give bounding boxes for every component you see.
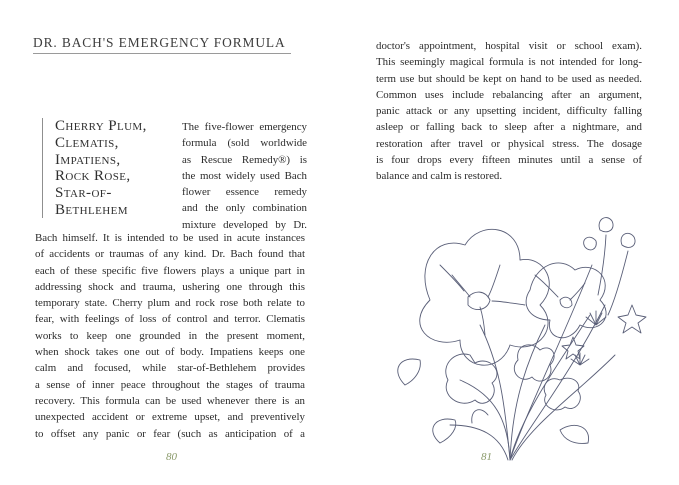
sidebar-line: Rock Rose,	[55, 168, 131, 185]
text-line: fear, with feelings of loss of control and terror. Clematis	[35, 313, 305, 326]
flower-list-sidebar	[42, 118, 170, 218]
text-line: temporary state. Cherry plum and rock rose both relate to	[35, 297, 305, 310]
right-page	[340, 0, 679, 485]
text-line: recovery. This formula can be used whenever there is an	[35, 394, 305, 407]
text-line: This seemingly magical formula is not intended for long-	[376, 56, 642, 69]
text-line: as Rescue Remedy®) is	[182, 153, 307, 166]
text-line: unexpected accident or extreme upset, and preventively	[35, 411, 305, 424]
text-line: mixture developed by Dr.	[182, 218, 307, 231]
text-line: Bach himself. It is intended to be used in acute instances	[35, 232, 305, 244]
flower-bouquet-sketch-icon	[360, 205, 660, 465]
text-line: restoration after travel or physical stress. The dosage	[376, 137, 642, 150]
sidebar-line: Impatiens,	[55, 151, 121, 168]
text-line: is four drops every fifteen minutes until a sense of	[376, 154, 642, 167]
text-line: flower essence remedy	[182, 186, 307, 199]
text-line: when shock takes one out of body. Impatiens keeps one	[35, 346, 305, 359]
text-line: addressing shock and trauma, ushering one through this	[35, 280, 305, 293]
text-line: each of these specific five flowers plays a unique part in	[35, 264, 305, 277]
text-line: formula (sold worldwide	[182, 137, 307, 150]
text-line: The five-flower emergency	[182, 121, 307, 133]
text-line: Common uses include rebalancing after an argument,	[376, 88, 642, 101]
text-line: of accidents or traumas of any kind. Dr. Bach found that	[35, 248, 305, 261]
sidebar-line: Cherry Plum,	[55, 118, 147, 134]
sidebar-line: Clematis,	[55, 134, 119, 151]
text-line: doctor's appointment, hospital visit or school exam).	[376, 40, 642, 52]
running-head-rule	[33, 53, 291, 54]
text-line: balance and calm is restored.	[376, 170, 503, 183]
text-line: panic attack or any upsetting incident, difficulty falling	[376, 105, 642, 118]
text-line: works to keep one grounded in the present moment,	[35, 329, 305, 342]
text-line: term use but should be kept on hand to be used as needed.	[376, 72, 642, 85]
text-line: to offset any panic or fear (such as anticipation of a	[35, 427, 305, 440]
text-line: calm and focused, while star-of-Bethlehem provides	[35, 362, 305, 375]
text-line: asleep or falling back to sleep after a nightmare, and	[376, 121, 642, 134]
running-head: DR. BACH'S EMERGENCY FORMULA	[33, 35, 286, 50]
sidebar-line: Star-of-	[55, 185, 112, 202]
page-number: 81	[481, 451, 492, 463]
text-line: the most widely used Bach	[182, 169, 307, 182]
text-line: and the only combination	[182, 202, 307, 215]
intro-paragraph	[182, 119, 307, 233]
body-text-left	[35, 230, 305, 442]
text-line: a sense of inner peace throughout the stages of trauma	[35, 378, 305, 391]
body-text-right	[376, 38, 642, 185]
sidebar-line: Bethlehem	[55, 201, 128, 218]
page-number: 80	[166, 451, 177, 463]
